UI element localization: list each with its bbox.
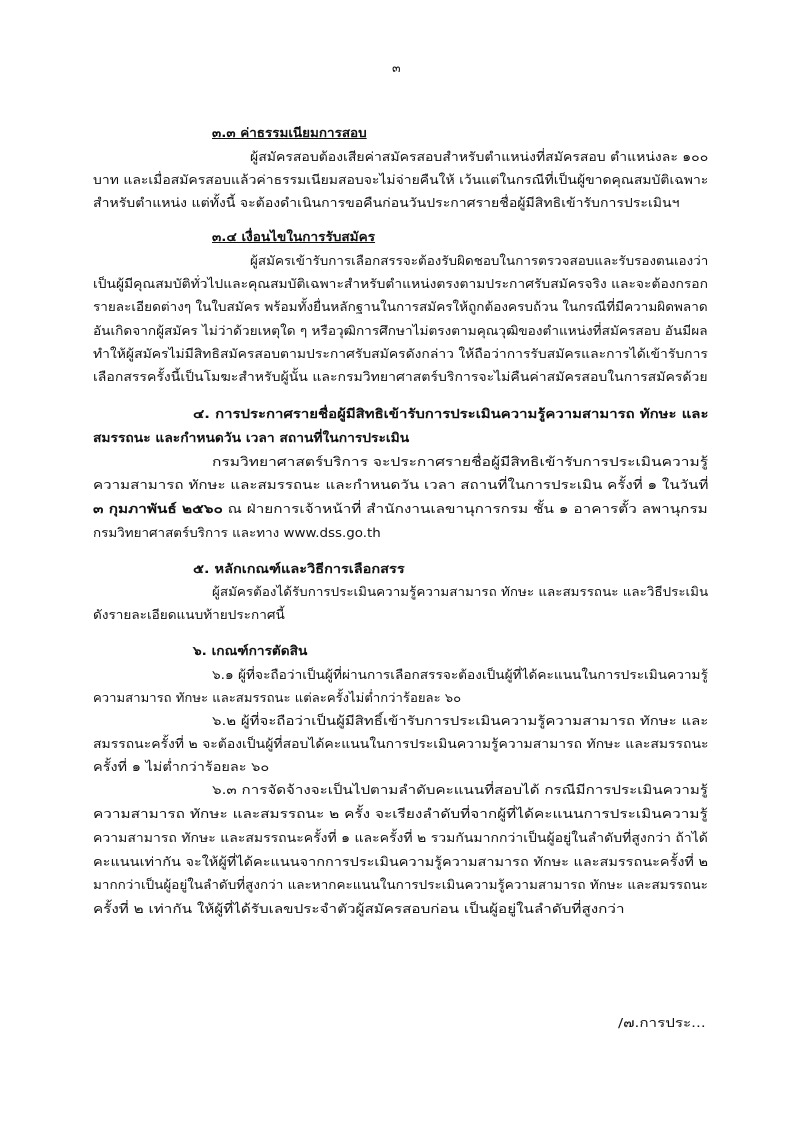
section-4-line: ความสามารถ ทักษะ และสมรรถนะ และกำหนดวัน เวลา สถานที่ในการประเมิน ครั้งที่ ๑ ในวันที่ [93,477,709,492]
section-3-3-line: ผู้สมัครสอบต้องเสียค่าสมัครสอบสำหรับตำแหน่งที่สมัครสอบ ตำแหน่งละ ๑๐๐ [250,149,709,164]
section-6-2-line: สมรรถนะครั้งที่ ๒ จะต้องเป็นผู้ที่สอบได้คะแนนในการประเมินความรู้ความสามารถ ทักษะ และสมรรถนะ [93,736,709,751]
section-4-heading: สมรรถนะ และกำหนดวัน เวลา สถานที่ในการประเมิน [93,430,410,445]
section-6-1-line: ๖.๑ ผู้ที่จะถือว่าเป็นผู้ที่ผ่านการเลือกสรรจะต้องเป็นผู้ที่ได้คะแนนในการประเมินความรู้ [212,667,708,682]
section-3-4-line: ทำให้ผู้สมัครไม่มีสิทธิสมัครสอบตามประกาศรับสมัครดังกล่าว ให้ถือว่าการรับสมัครและการได้เข้ารับการ [93,346,708,361]
section-6-2-line: ๖.๒ ผู้ที่จะถือว่าเป็นผู้มีสิทธิ์เข้ารับการประเมินความรู้ความสามารถ ทักษะ และ [212,713,709,728]
section-4-line: กรมวิทยาศาสตร์บริการ และทาง www.dss.go.th [93,525,381,540]
section-6-3-line: คะแนนเท่ากัน จะให้ผู้ที่ได้คะแนนจากการประเมินความรู้ความสามารถ ทักษะ และสมรรถนะครั้งที่ ๒ [93,854,709,869]
section-3-3-heading: ๓.๓ ค่าธรรมเนียมการสอบ [212,125,367,140]
section-5-line: ผู้สมัครต้องได้รับการประเมินความรู้ความสามารถ ทักษะ และสมรรถนะ และวิธีประเมิน [212,584,709,599]
section-6-3-line: ความสามารถ ทักษะ และสมรรถนะครั้งที่ ๑ และครั้งที่ ๒ รวมกันมากกว่าเป็นผู้อยู่ในลำดับที่สูงกว่า ถ้าได้ [93,830,708,845]
section-3-4-heading: ๓.๔ เงื่อนไขในการรับสมัคร [212,229,376,244]
section-6-3-line: ๖.๓ การจัดจ้างจะเป็นไปตามลำดับคะแนนที่สอบได้ กรณีมีการประเมินความรู้ [212,782,708,797]
section-3-3-line: บาท และเมื่อสมัครสอบแล้วค่าธรรมเนียมสอบจะไม่จ่ายคืนให้ เว้นแต่ในกรณีที่เป็นผู้ขาดคุณสมบัติเฉพาะ [93,172,709,187]
section-6-3-line: ความสามารถ ทักษะ และสมรรถนะ ๒ ครั้ง จะเรียงลำดับที่จากผู้ที่ได้คะแนนการประเมินความรู้ [93,806,708,821]
announcement-location: ณ ฝ่ายการเจ้าหน้าที่ สำนักงานเลขานุการกรม ชั้น ๑ อาคารตั้ว ลพานุกรม [222,501,708,516]
section-5-heading: ๕. หลักเกณฑ์และวิธีการเลือกสรร [193,561,405,576]
section-3-4-line: เลือกสรรครั้งนี้เป็นโมฆะสำหรับผู้นั้น และกรมวิทยาศาสตร์บริการจะไม่คืนค่าสมัครสอบในการสมัครด้วย [93,369,708,384]
section-4-heading: ๔. การประกาศรายชื่อผู้มีสิทธิเข้ารับการประเมินความรู้ความสามารถ ทักษะ และ [193,406,709,421]
section-3-3-line: สำหรับตำแหน่ง แต่ทั้งนี้ จะต้องดำเนินการขอคืนก่อนวันประกาศรายชื่อผู้มีสิทธิเข้ารับการประเมินฯ [93,195,680,210]
section-3-4-line: รายละเอียดต่างๆ ในใบสมัคร พร้อมทั้งยื่นหลักฐานในการสมัครให้ถูกต้องครบถ้วน ในกรณีที่มีความผิดพลาด [93,299,708,314]
section-3-4-line: ผู้สมัครเข้ารับการเลือกสรรจะต้องรับผิดชอบในการตรวจสอบและรับรองตนเองว่า [250,253,709,268]
section-6-heading: ๖. เกณฑ์การตัดสิน [193,643,308,658]
section-3-4-line: เป็นผู้มีคุณสมบัติทั่วไปและคุณสมบัติเฉพาะสำหรับตำแหน่งตรงตามประกาศรับสมัครจริง และจะต้องกรอก [93,276,708,291]
section-6-2-line: ครั้งที่ ๑ ไม่ต่ำกว่าร้อยละ ๖๐ [93,759,270,774]
section-6-3-line: ครั้งที่ ๒ เท่ากัน ให้ผู้ที่ได้รับเลขประจำตัวผู้สมัครสอบก่อน เป็นผู้อยู่ในลำดับที่สูงกว่า [93,901,625,916]
section-4-line: กรมวิทยาศาสตร์บริการ จะประกาศรายชื่อผู้มีสิทธิเข้ารับการประเมินความรู้ [212,454,709,469]
section-5-line: ดังรายละเอียดแนบท้ายประกาศนี้ [93,607,285,622]
announcement-date: ๓ กุมภาพันธ์ ๒๕๖๐ [93,501,223,516]
section-3-4-line: อันเกิดจากผู้สมัคร ไม่ว่าด้วยเหตุใด ๆ หรือวุฒิการศึกษาไม่ตรงตามคุณวุฒิของตำแหน่งที่สมัครสอบ อันมีผล [93,323,708,338]
section-6-3-line: มากกว่าเป็นผู้อยู่ในลำดับที่สูงกว่า และหากคะแนนในการประเมินความรู้ความสามารถ ทักษะ และสมรรถนะ [93,877,708,892]
section-4-line [93,503,708,516]
page-number: ๓ [392,60,401,75]
section-6-1-line: ความสามารถ ทักษะ และสมรรถนะ แต่ละครั้งไม่ต่ำกว่าร้อยละ ๖๐ [93,690,462,705]
continuation-note: /๗.การประ... [618,1015,706,1030]
